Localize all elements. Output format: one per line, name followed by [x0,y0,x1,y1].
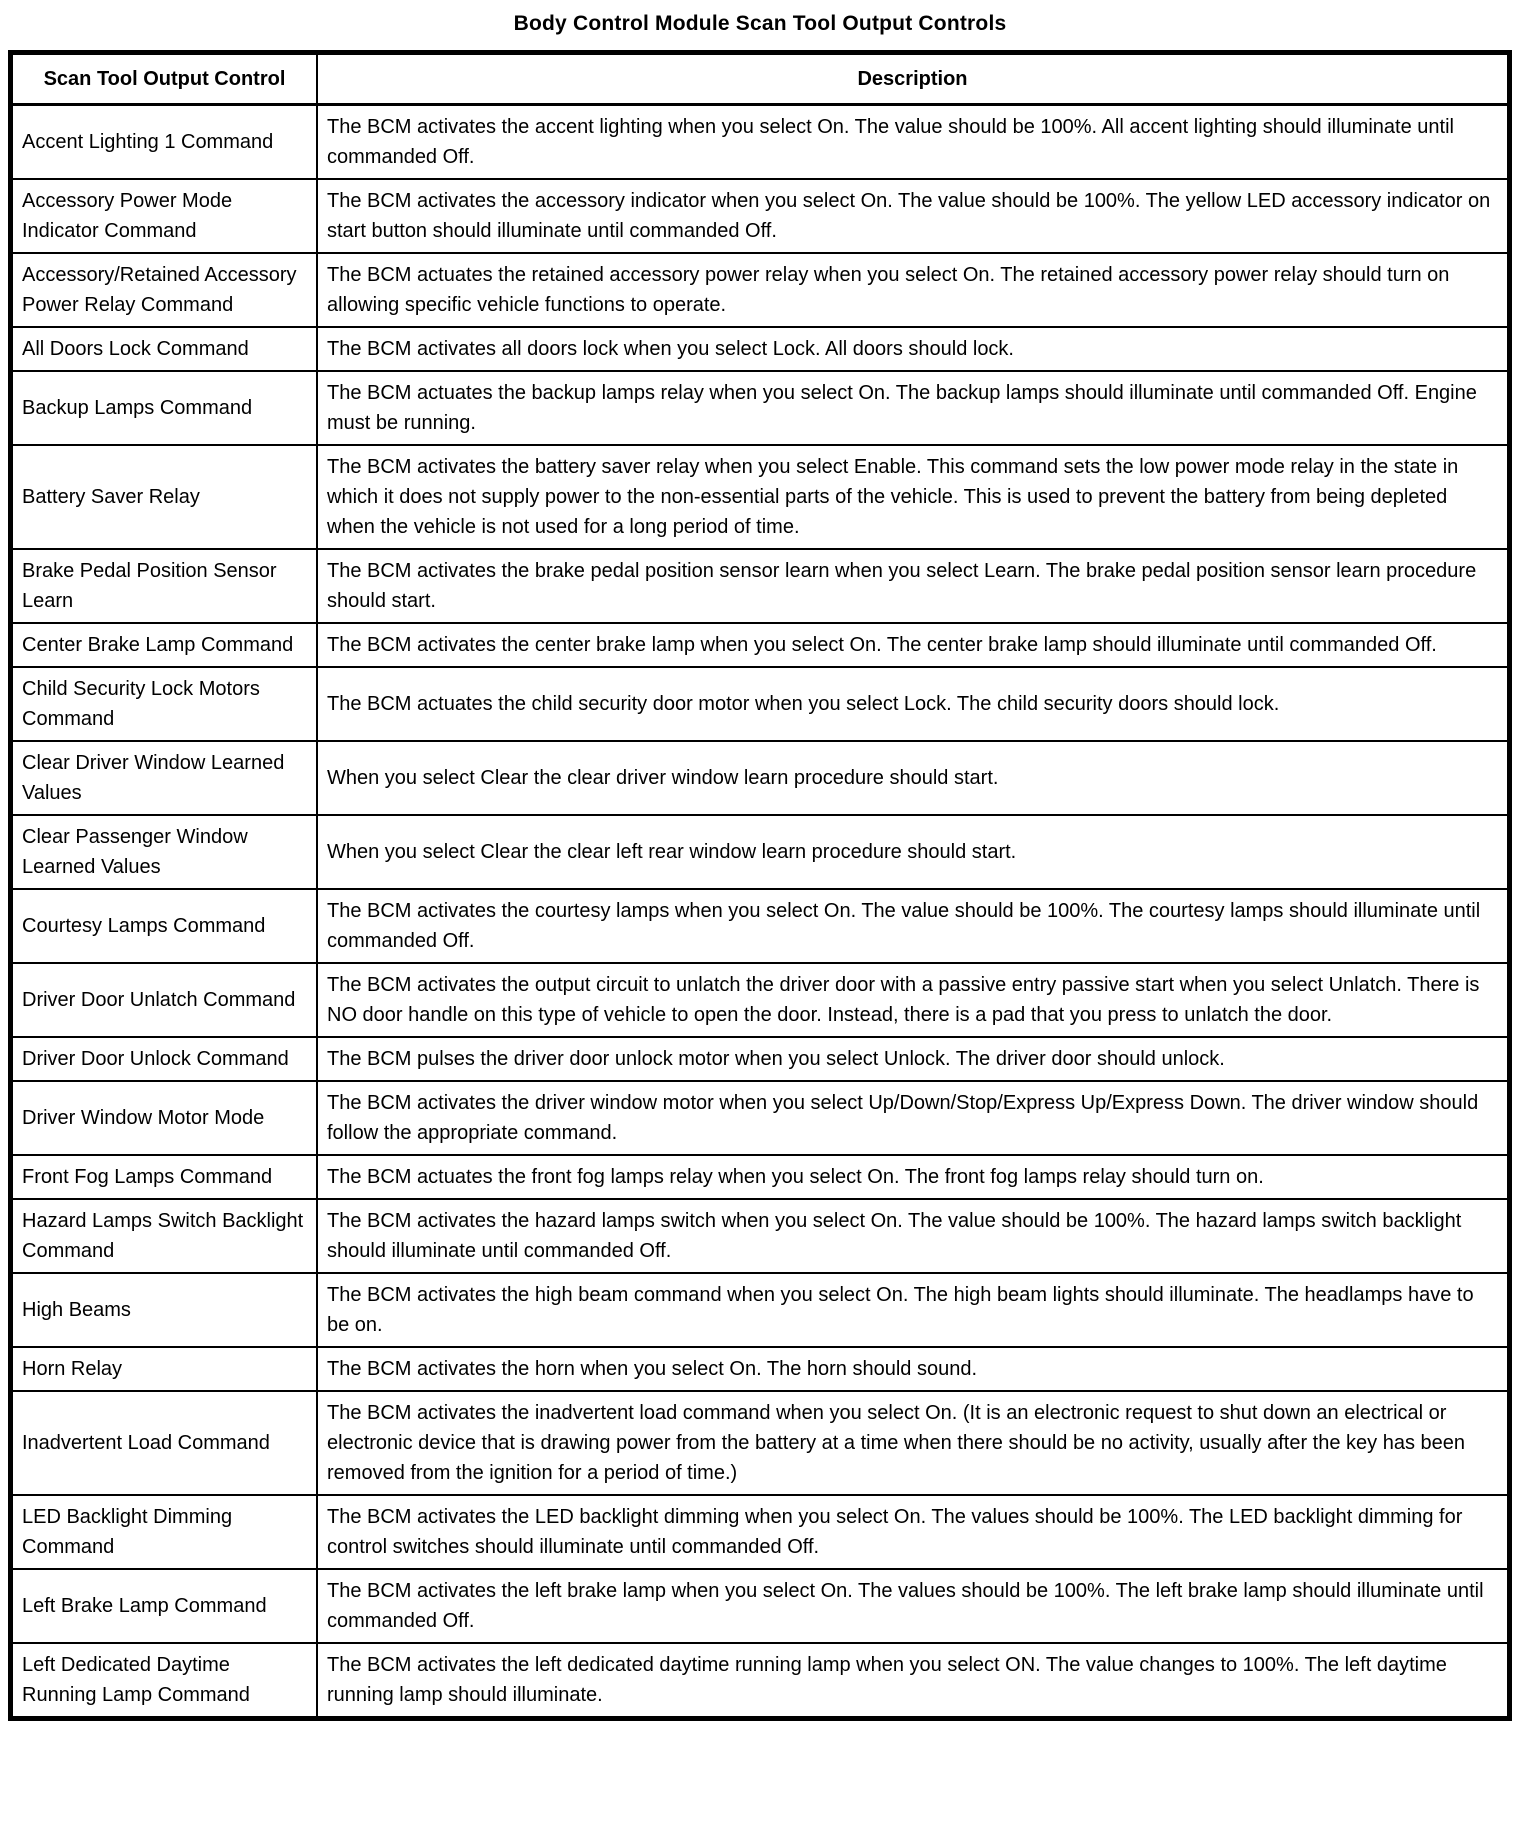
table-row [11,815,1510,889]
description-cell: The BCM activates the output circuit to unlatch the driver door with a passive entry passive start when you select Unlatch. There is NO door handle on this type of vehicle to open the door. Instead, there is a pad that you press to unlatch the door. [317,963,1510,1037]
table-row [11,105,1510,180]
table-row [11,1643,1510,1719]
table-row [11,1495,1510,1569]
description-cell: The BCM activates the left brake lamp when you select On. The values should be 100%. The left brake lamp should illuminate until commanded Off. [317,1569,1510,1643]
control-cell: All Doors Lock Command [11,327,318,371]
description-cell: The BCM actuates the backup lamps relay when you select On. The backup lamps should illuminate until commanded Off. Engine must be running. [317,371,1510,445]
control-cell: Left Brake Lamp Command [11,1569,318,1643]
control-cell: Child Security Lock Motors Command [11,667,318,741]
description-cell: The BCM activates all doors lock when you select Lock. All doors should lock. [317,327,1510,371]
description-cell: The BCM activates the accessory indicator when you select On. The value should be 100%. The yellow LED accessory indicator on start button should illuminate until commanded Off. [317,179,1510,253]
description-cell: The BCM activates the courtesy lamps when you select On. The value should be 100%. The courtesy lamps should illuminate until commanded Off. [317,889,1510,963]
table-row [11,889,1510,963]
control-cell: High Beams [11,1273,318,1347]
table-row [11,371,1510,445]
description-cell: The BCM activates the driver window motor when you select Up/Down/Stop/Express Up/Express Down. The driver window should follow the appropriate command. [317,1081,1510,1155]
description-cell: The BCM activates the high beam command when you select On. The high beam lights should illuminate. The headlamps have to be on. [317,1273,1510,1347]
header-description: Description [317,53,1510,105]
control-cell: Driver Door Unlatch Command [11,963,318,1037]
control-cell: Brake Pedal Position Sensor Learn [11,549,318,623]
control-cell: Hazard Lamps Switch Backlight Command [11,1199,318,1273]
description-cell: The BCM activates the left dedicated daytime running lamp when you select ON. The value changes to 100%. The left daytime running lamp should illuminate. [317,1643,1510,1719]
description-cell: When you select Clear the clear left rear window learn procedure should start. [317,815,1510,889]
header-row [11,53,1510,105]
table-row [11,1199,1510,1273]
description-cell: The BCM activates the LED backlight dimming when you select On. The values should be 100%. The LED backlight dimming for control switches should illuminate until commanded Off. [317,1495,1510,1569]
table-row [11,1037,1510,1081]
header-control: Scan Tool Output Control [11,53,318,105]
table-row [11,1081,1510,1155]
control-cell: Accessory/Retained Accessory Power Relay Command [11,253,318,327]
table-row [11,1347,1510,1391]
table-row [11,963,1510,1037]
table-row [11,1155,1510,1199]
control-cell: Backup Lamps Command [11,371,318,445]
control-cell: Clear Passenger Window Learned Values [11,815,318,889]
description-cell: The BCM activates the center brake lamp when you select On. The center brake lamp should illuminate until commanded Off. [317,623,1510,667]
table-row [11,1569,1510,1643]
table-row [11,1273,1510,1347]
description-cell: The BCM activates the horn when you select On. The horn should sound. [317,1347,1510,1391]
control-cell: Battery Saver Relay [11,445,318,549]
control-cell: LED Backlight Dimming Command [11,1495,318,1569]
control-cell: Left Dedicated Daytime Running Lamp Command [11,1643,318,1719]
control-cell: Center Brake Lamp Command [11,623,318,667]
control-cell: Driver Door Unlock Command [11,1037,318,1081]
table-row [11,253,1510,327]
table-body [11,105,1510,1719]
bcm-output-controls-table [8,50,1512,1721]
table-row [11,179,1510,253]
control-cell: Driver Window Motor Mode [11,1081,318,1155]
table-row [11,327,1510,371]
table-row [11,667,1510,741]
table-row [11,1391,1510,1495]
description-cell: The BCM activates the brake pedal position sensor learn when you select Learn. The brake pedal position sensor learn procedure should start. [317,549,1510,623]
control-cell: Horn Relay [11,1347,318,1391]
description-cell: The BCM activates the accent lighting when you select On. The value should be 100%. All accent lighting should illuminate until commanded Off. [317,105,1510,180]
control-cell: Accessory Power Mode Indicator Command [11,179,318,253]
control-cell: Courtesy Lamps Command [11,889,318,963]
description-cell: When you select Clear the clear driver window learn procedure should start. [317,741,1510,815]
table-row [11,623,1510,667]
table-row [11,445,1510,549]
description-cell: The BCM actuates the front fog lamps relay when you select On. The front fog lamps relay should turn on. [317,1155,1510,1199]
description-cell: The BCM pulses the driver door unlock motor when you select Unlock. The driver door should unlock. [317,1037,1510,1081]
control-cell: Clear Driver Window Learned Values [11,741,318,815]
description-cell: The BCM actuates the child security door motor when you select Lock. The child security doors should lock. [317,667,1510,741]
description-cell: The BCM activates the hazard lamps switch when you select On. The value should be 100%. The hazard lamps switch backlight should illuminate until commanded Off. [317,1199,1510,1273]
description-cell: The BCM activates the inadvertent load command when you select On. (It is an electronic request to shut down an electrical or electronic device that is drawing power from the battery at a time when there should be no activity, usually after the key has been removed from the ignition for a period of time.) [317,1391,1510,1495]
description-cell: The BCM actuates the retained accessory power relay when you select On. The retained accessory power relay should turn on allowing specific vehicle functions to operate. [317,253,1510,327]
description-cell: The BCM activates the battery saver relay when you select Enable. This command sets the low power mode relay in the state in which it does not supply power to the non-essential parts of the vehicle. This is used to prevent the battery from being depleted when the vehicle is not used for a long period of time. [317,445,1510,549]
control-cell: Accent Lighting 1 Command [11,105,318,180]
control-cell: Front Fog Lamps Command [11,1155,318,1199]
page-title: Body Control Module Scan Tool Output Controls [513,12,1007,35]
table-row [11,549,1510,623]
control-cell: Inadvertent Load Command [11,1391,318,1495]
table-header [11,53,1510,105]
table-row [11,741,1510,815]
